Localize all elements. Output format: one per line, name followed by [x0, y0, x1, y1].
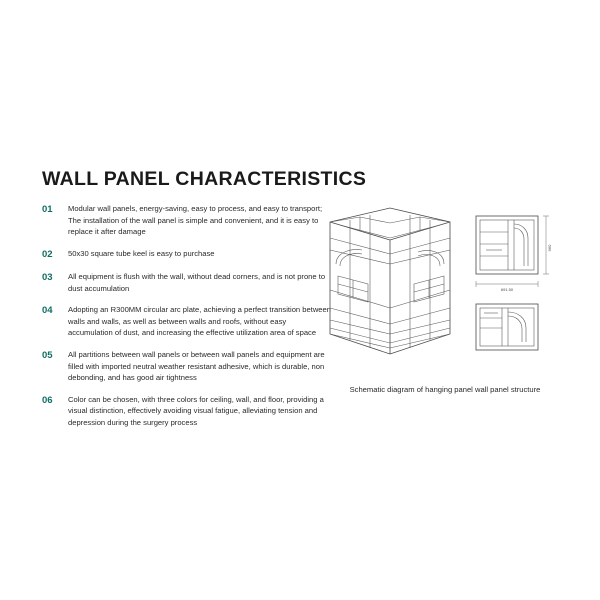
list-item-text: Adopting an R300MM circular arc plate, achieving a perfect transition between walls and walls, as well as between walls and roofs, without easy accumulation of dust, and increasing the effective utilization area of space — [68, 305, 331, 338]
list-item-text: All partitions between wall panels or between wall panels and equipment are filled with imported neutral weather resistant adhesive, which is durable, non debonding, and has good air tightness — [68, 350, 325, 383]
list-item — [42, 349, 332, 384]
page-title: WALL PANEL CHARACTERISTICS — [42, 168, 367, 190]
list-item — [42, 203, 332, 238]
schematic-drawing — [318, 198, 570, 398]
list-item-text: Color can be chosen, with three colors for ceiling, wall, and floor, providing a visual distinction, effectively avoiding visual fatigue, alleviating tension and depression during the surgery process — [68, 394, 324, 427]
dimension-height-label: 960 — [547, 244, 552, 252]
list-item — [42, 394, 332, 429]
list-item-text: 50x30 square tube keel is easy to purchase — [68, 248, 215, 258]
list-item-text: Modular wall panels, energy-saving, easy to process, and easy to transport; The installation of the wall panel is simple and convenient, and it is easy to replace it after damage — [68, 204, 323, 237]
list-item-number: 02 — [42, 248, 53, 260]
figure-caption: Schematic diagram of hanging panel wall panel structure — [349, 385, 541, 394]
list-item-text: All equipment is flush with the wall, without dead corners, and is not prone to dust accumulation — [68, 272, 326, 293]
list-item-number: 06 — [42, 394, 53, 406]
characteristics-list — [42, 203, 332, 438]
list-item — [42, 304, 332, 339]
isometric-room-drawing — [330, 208, 450, 354]
list-item — [42, 248, 332, 262]
list-item-number: 01 — [42, 204, 53, 215]
list-item-number: 05 — [42, 350, 53, 362]
detail-view-drawing — [476, 304, 538, 350]
list-item-number: 04 — [42, 305, 53, 317]
dimension-width-label: 691.50 — [500, 287, 514, 292]
elevation-view-drawing — [476, 216, 552, 292]
figure-schematic-diagram — [318, 198, 570, 398]
list-item-number: 03 — [42, 272, 53, 284]
list-item — [42, 271, 332, 294]
